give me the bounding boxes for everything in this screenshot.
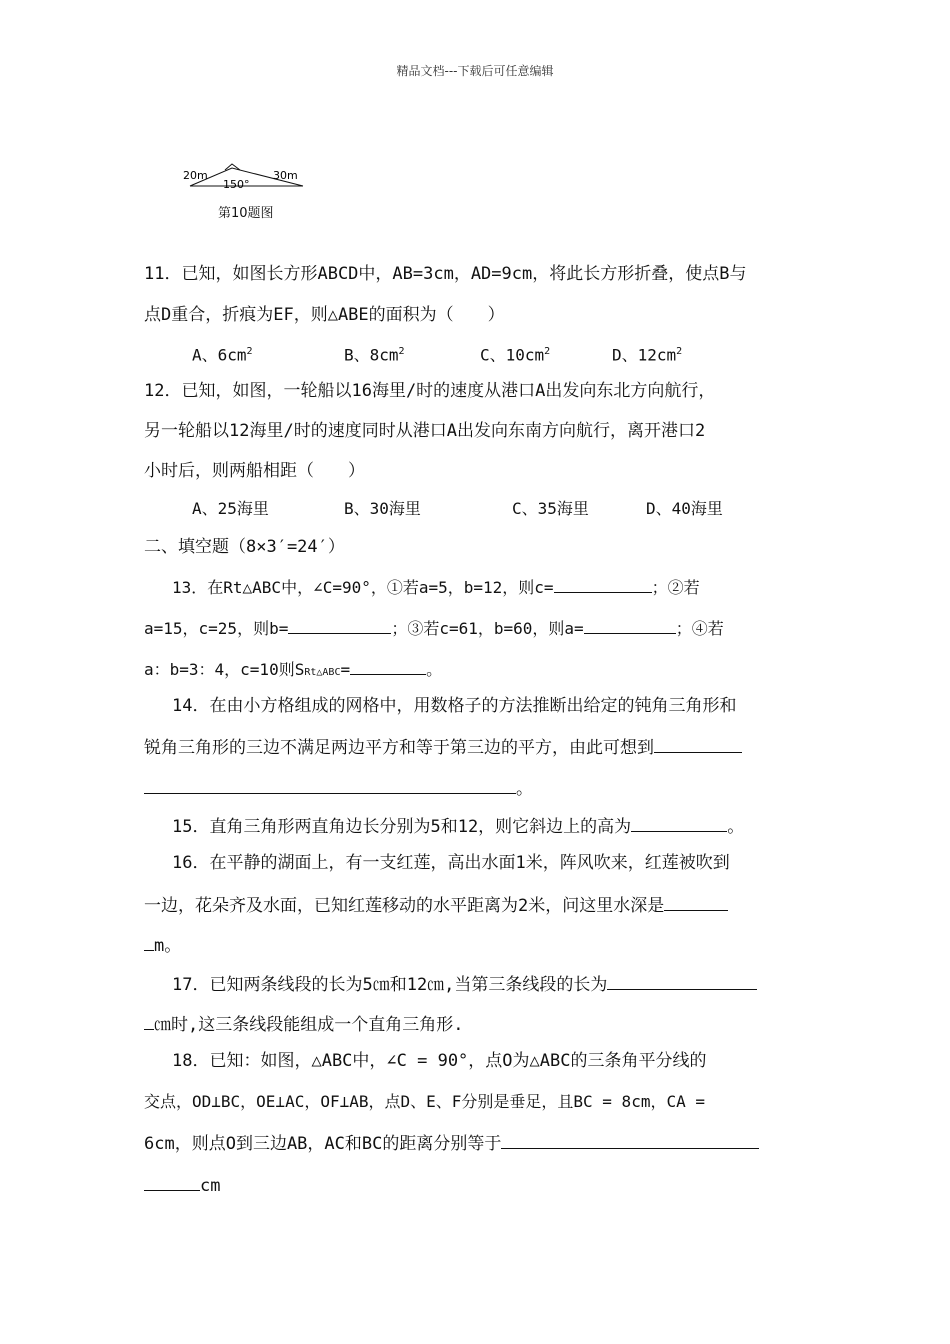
q12-line3: 小时后，则两船相距（ ） [144,461,365,481]
q18-line1: 18．已知：如图，△ABC中，∠C = 90°，点O为△ABC的三条角平分线的 [172,1051,707,1071]
q12-option-d: D、40海里 [646,499,723,518]
q15-line: 15．直角三角形两直角边长分别为5和12，则它斜边上的高为 。 [172,814,744,838]
q11-option-c: C、$10cm^2$ [480,345,551,365]
q16-blank[interactable] [664,893,728,911]
q14-line3: 。 [144,776,533,800]
q13-blank-c[interactable] [554,575,652,593]
q14-line2: 锐角三角形的三边不满足两边平方和等于第三边的平方，由此可想到 [144,735,742,759]
q12-option-b: B、30海里 [344,499,421,518]
figure-10-caption: 第10题图 [218,206,274,221]
q13-line1: 13．在Rt△ABC中，∠C=90°，①若a=5，b=12，则c= ；②若 [172,575,700,599]
q13-blank-b[interactable] [288,616,391,634]
q11-line1: 11．已知，如图长方形ABCD中，AB=3cm，AD=9cm，将此长方形折叠，使点B与 [144,264,747,284]
q14-line1: 14．在由小方格组成的网格中，用数格子的方法推断出给定的钝角三角形和 [172,696,737,716]
section-2-title: 二、填空题（8×3′=24′） [144,537,345,557]
q11-line2: 点D重合，折痕为EF，则△ABE的面积为（ ） [144,305,505,325]
q16-line2: 一边，花朵齐及水面，已知红莲移动的水平距离为2米，问这里水深是 [144,893,728,917]
q17-line1: 17．已知两条线段的长为5㎝和12㎝,当第三条线段的长为 [172,972,757,996]
figure-10-label-right: 30m [273,169,298,182]
q11-option-a: A、$6cm^2$ [192,345,253,365]
page-header: 精品文档---下载后可任意编辑 [396,64,554,78]
q13-blank-area[interactable] [350,657,426,675]
q12-line1: 12．已知，如图，一轮船以16海里/时的速度从港口A出发向东北方向航行， [144,381,716,401]
q16-blank-cont[interactable] [144,933,154,951]
q12-line2: 另一轮船以12海里/时的速度同时从港口A出发向东南方向航行，离开港口2 [144,421,706,441]
q18-blank-cont[interactable] [144,1173,200,1191]
q17-blank[interactable] [607,972,757,990]
q13-line3: a：b=3：4，c=10则SRt△ABC= 。 [144,657,442,684]
figure-10-label-left: 20m [183,169,208,182]
q12-option-c: C、35海里 [512,499,589,518]
figure-10-diagram [180,158,320,198]
q18-line2: 交点，OD⊥BC，OE⊥AC，OF⊥AB，点D、E、F分别是垂足，且BC = 8cm，CA = [144,1092,705,1111]
q12-option-a: A、25海里 [192,499,269,518]
q18-line3: 6cm，则点O到三边AB，AC和BC的距离分别等于 [144,1131,759,1155]
q11-option-d: D、$12cm^2$ [612,345,683,365]
q13-blank-a[interactable] [584,616,676,634]
q16-line1: 16．在平静的湖面上，有一支红莲，高出水面1米，阵风吹来，红莲被吹到 [172,853,730,873]
q11-option-b: B、$8cm^2$ [344,345,405,365]
q18-blank[interactable] [501,1131,759,1149]
figure-10-angle-label: 150° [223,178,250,191]
q14-blank-1[interactable] [654,735,742,753]
q17-line2: ㎝时,这三条线段能组成一个直角三角形. [144,1012,463,1036]
q17-blank-cont[interactable] [144,1012,154,1030]
q18-line4: cm [144,1173,220,1197]
q16-line3: m。 [144,933,181,957]
q15-blank[interactable] [631,814,727,832]
q14-blank-2[interactable] [144,776,516,794]
q13-line2: a=15，c=25，则b= ；③若c=61，b=60，则a= ；④若 [144,616,724,640]
